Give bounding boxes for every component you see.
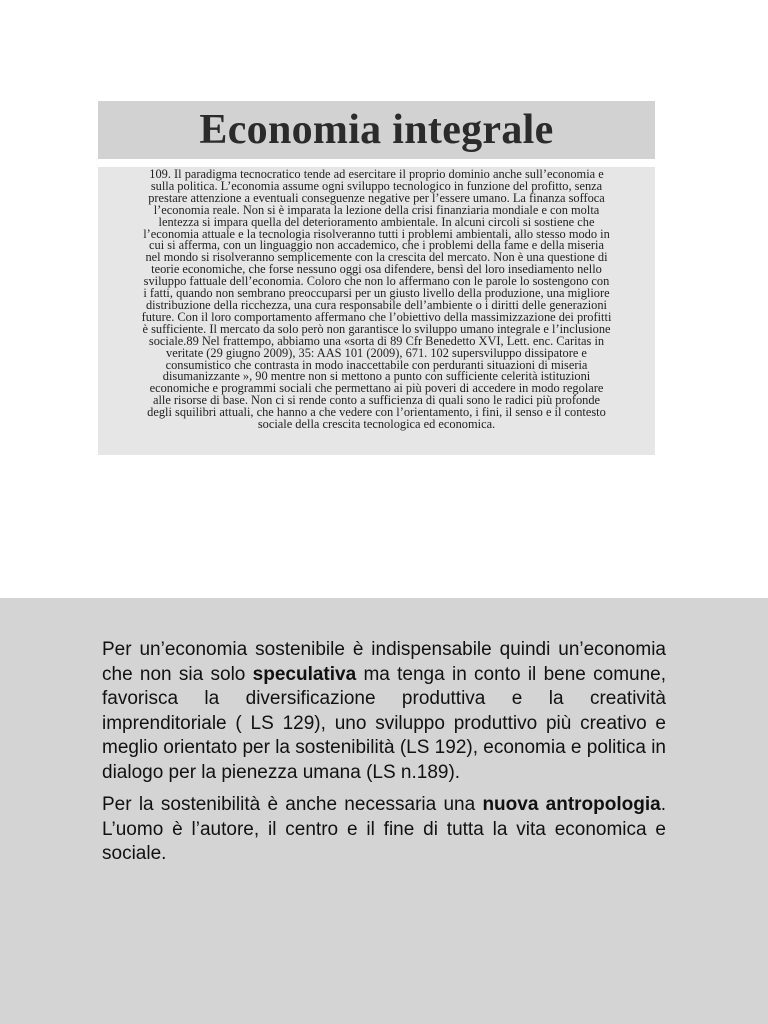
quote-line: lentezza si impara quella del deterioramento ambientale. In alcuni circoli si sostiene che bbox=[158, 214, 595, 229]
quote-line: l’economia attuale e la tecnologia risolveranno tutti i problemi ambientali, allo stesso modo in bbox=[143, 226, 610, 241]
quote-line: future. Con il loro comportamento affermano che l’obiettivo della massimizzazione dei profitti bbox=[141, 309, 612, 324]
commentary-paragraph-1 bbox=[102, 638, 666, 785]
quote-line: teorie economiche, che forse nessuno oggi osa difendere, bensì del loro insediamento nello bbox=[151, 262, 602, 277]
paragraph-text: . L’uomo è l’autore, il centro e il fine di tutta la vita economica e sociale. bbox=[102, 794, 666, 864]
quote-line: sociale.89 Nel frattempo, abbiamo una «sorta di 89 Cfr Benedetto XVI, Lett. enc. Caritas in bbox=[148, 333, 605, 348]
quote-line: disumanizzante », 90 mentre non si mettono a punto con sufficiente celerità istituzioni bbox=[162, 369, 591, 384]
commentary-text bbox=[102, 638, 666, 875]
quote-line: prestare attenzione a eventuali conseguenze negative per l’essere umano. La finanza soffoca bbox=[148, 190, 605, 205]
quote-line: è sufficiente. Il mercato da solo però non garantisce lo sviluppo umano integrale e l’inclusione bbox=[142, 321, 611, 336]
quote-line: sociale della crescita tecnologica ed economica. bbox=[257, 417, 496, 432]
paragraph-text: Per un’economia sostenibile è indispensabile quindi un’economia che non sia solo bbox=[102, 639, 666, 685]
quote-line: l’economia reale. Non si è imparata la lezione della crisi finanziaria mondiale e con molta bbox=[153, 202, 600, 217]
quote-line: alle risorse di base. Non ci si rende conto a sufficienza di quali sono le radici più profonde bbox=[152, 393, 601, 408]
quote-line: economiche e programmi sociali che permettano ai più poveri di accedere in modo regolare bbox=[149, 381, 604, 396]
quote-line: i fatti, quando non sembrano preoccuparsi per un giusto livello della produzione, una migliore bbox=[143, 286, 610, 301]
quote-line: 109. Il paradigma tecnocratico tende ad esercitare il proprio dominio anche sull’economia e bbox=[149, 167, 604, 181]
paragraph-text: ma tenga in conto il bene comune, favorisca la diversificazione produttiva e la creatività imprenditoriale ( LS 129), uno sviluppo produttivo più creativo e meglio orientato per la sostenibilità (LS 192), economia e politica in dialogo per la pienezza umana (LS n.189). bbox=[102, 663, 666, 783]
quote-line: distribuzione della ricchezza, una cura responsabile dell’ambiente o i diritti delle generazioni bbox=[145, 297, 607, 312]
emphasis-text: nuova antropologia bbox=[482, 794, 661, 815]
paragraph-text: Per la sostenibilità è anche necessaria una bbox=[102, 794, 483, 815]
commentary-paragraph-2 bbox=[102, 793, 666, 867]
quote-line: veritate (29 giugno 2009), 35: AAS 101 (2009), 671. 102 supersviluppo dissipatore e bbox=[166, 345, 587, 360]
quote-line: consumistico che contrasta in modo inaccettabile con perduranti situazioni di miseria bbox=[165, 357, 588, 372]
quote-line: cui si afferma, con un linguaggio non accademico, che i problemi della fame e della miseria bbox=[149, 238, 604, 253]
quote-line: sviluppo fattuale dell’economia. Coloro che non lo affermano con le parole lo sostengono con bbox=[143, 274, 610, 289]
quote-line: sulla politica. L’economia assume ogni sviluppo tecnologico in funzione del profitto, senza bbox=[150, 178, 603, 193]
quote-line: nel mondo si risolveranno semplicemente con la crescita del mercato. Non è una questione di bbox=[145, 250, 608, 265]
quote-paragraph bbox=[104, 169, 649, 431]
quoted-text-block bbox=[98, 167, 655, 455]
commentary-section bbox=[0, 598, 768, 1024]
page-title: Economia integrale bbox=[199, 107, 554, 153]
emphasis-text: speculativa bbox=[252, 663, 357, 685]
title-banner bbox=[98, 101, 655, 159]
quote-line: degli squilibri attuali, che hanno a che vedere con l’orientamento, i fini, il senso e il contesto bbox=[147, 405, 606, 420]
